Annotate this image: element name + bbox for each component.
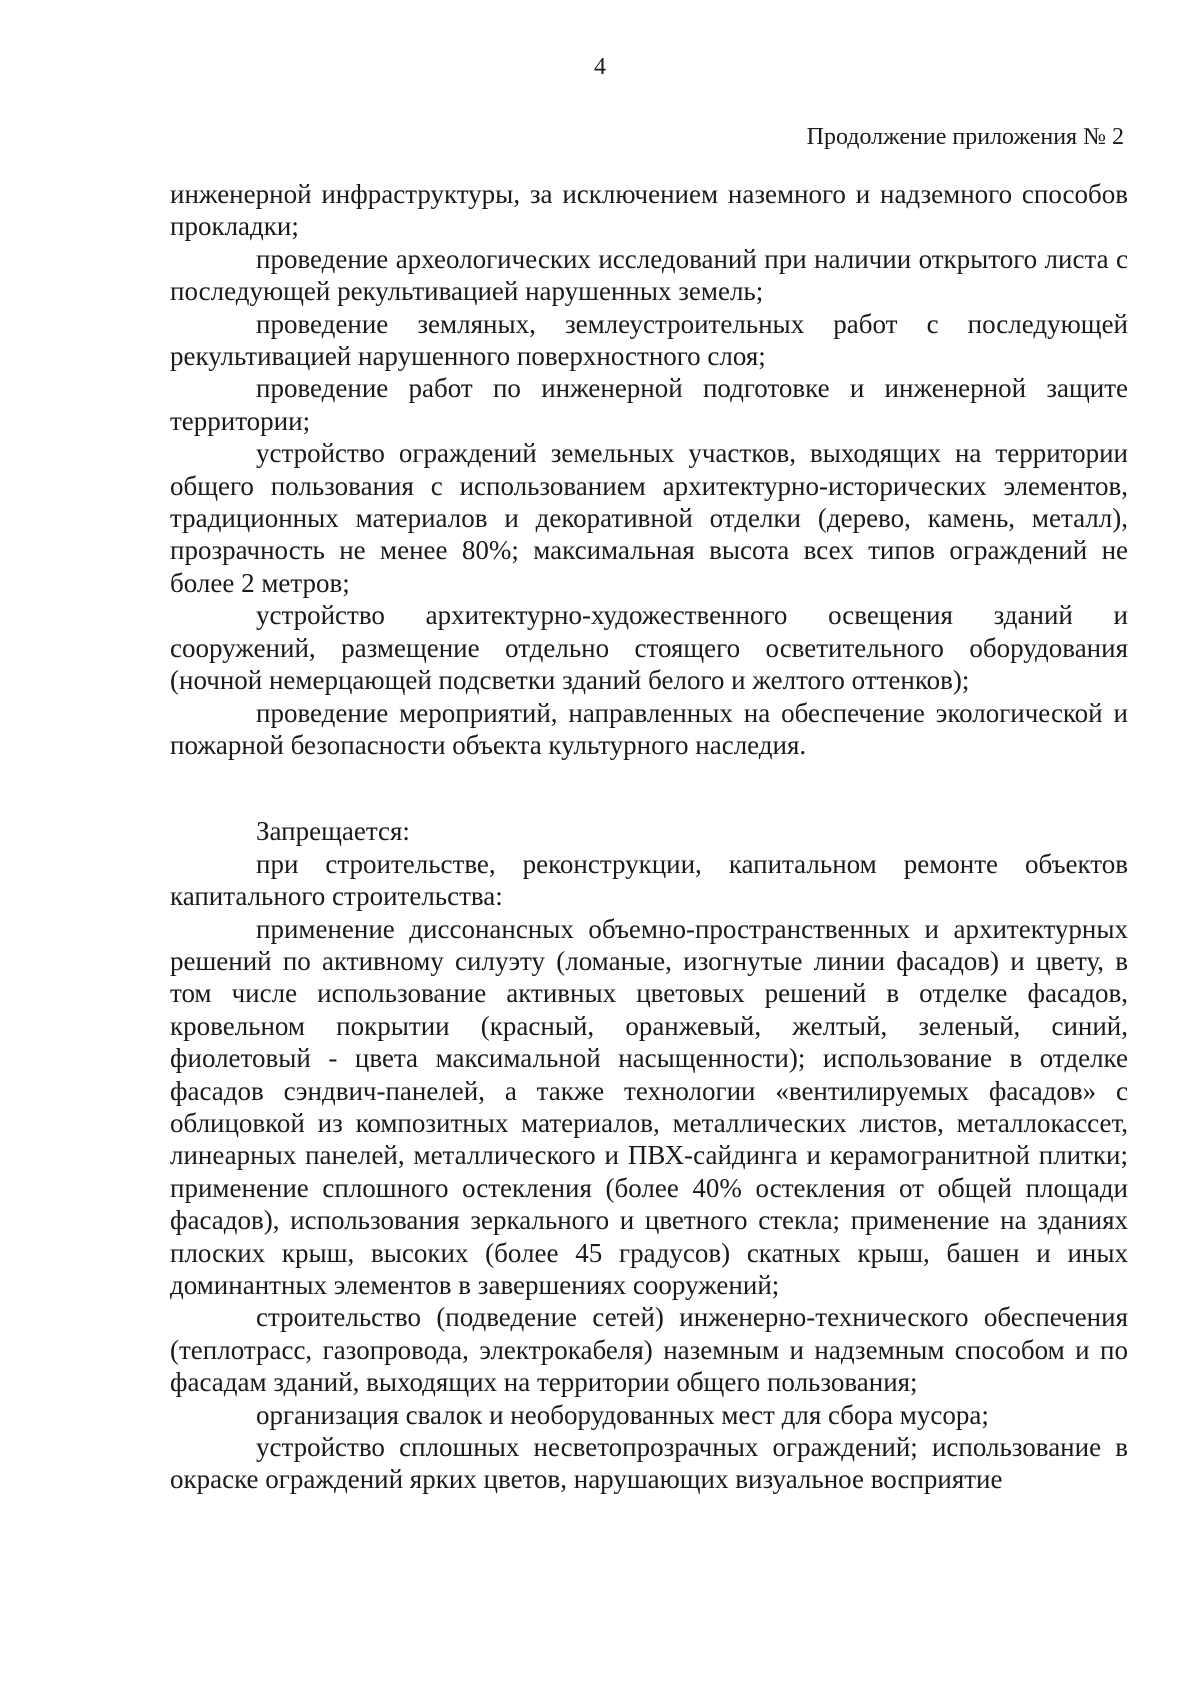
appendix-continuation-note: Продолжение приложения № 2 — [806, 124, 1124, 150]
paragraph: применение диссонансных объемно-пространственных и архитектурных решений по активному силуэту (ломаные, изогнутые линии фасадов) и цвету, в том числе использование активных цветовых решений в отделке фасадов, кровельном покрытии (красный, оранжевый, желтый, зеленый, синий, фиолетовый - цвета максимальной насыщенности); использование в отделке фасадов сэндвич-панелей, а также технологии «вентилируемых фасадов» с облицовкой из композитных материалов, металлических листов, металлокассет, линеарных панелей, металлического и ПВХ-сайдинга и керамогранитной плитки; применение сплошного остекления (более 40% остекления от общей площади фасадов), использования зеркального и цветного стекла; применение на зданиях плоских крыш, высоких (более 45 градусов) скатных крыш, башен и иных доминантных элементов в завершениях сооружений; — [170, 913, 1128, 1300]
page-number: 4 — [594, 54, 606, 80]
paragraph: проведение археологических исследований при наличии открытого листа с последующей рекультивацией нарушенных земель; — [170, 243, 1128, 307]
paragraph: строительство (подведение сетей) инженерно-технического обеспечения (теплотрасс, газопровода, электрокабеля) наземным и надземным способом и по фасадам зданий, выходящих на территории общего пользования; — [170, 1302, 1128, 1398]
document-body — [170, 178, 1128, 1496]
paragraph: устройство ограждений земельных участков, выходящих на территории общего пользования с использованием архитектурно-исторических элементов, традиционных материалов и декоративной отделки (дерево, камень, металл), прозрачность не менее 80%; максимальная высота всех типов ограждений не более 2 метров; — [170, 438, 1128, 598]
paragraph: проведение мероприятий, направленных на обеспечение экологической и пожарной безопасности объекта культурного наследия. — [170, 697, 1128, 760]
paragraph-continuation: инженерной инфраструктуры, за исключением наземного и надземного способов прокладки; — [170, 179, 1128, 242]
section-gap — [170, 761, 1128, 815]
paragraph: устройство архитектурно-художественного освещения зданий и сооружений, размещение отдельно стоящего осветительного оборудования (ночной немерцающей подсветки зданий белого и желтого оттенков); — [170, 600, 1128, 696]
section-heading-prohibited: Запрещается: — [256, 816, 410, 847]
paragraph: проведение работ по инженерной подготовке и инженерной защите территории; — [170, 373, 1128, 436]
paragraph: устройство сплошных несветопрозрачных ограждений; использование в окраске ограждений ярких цветов, нарушающих визуальное восприятие — [170, 1432, 1128, 1495]
paragraph: проведение земляных, землеустроительных работ с последующей рекультивацией нарушенного поверхностного слоя; — [170, 308, 1128, 372]
paragraph: при строительстве, реконструкции, капитальном ремонте объектов капитального строительства: — [170, 848, 1128, 912]
paragraph: организация свалок и необорудованных мест для сбора мусора; — [256, 1399, 989, 1430]
